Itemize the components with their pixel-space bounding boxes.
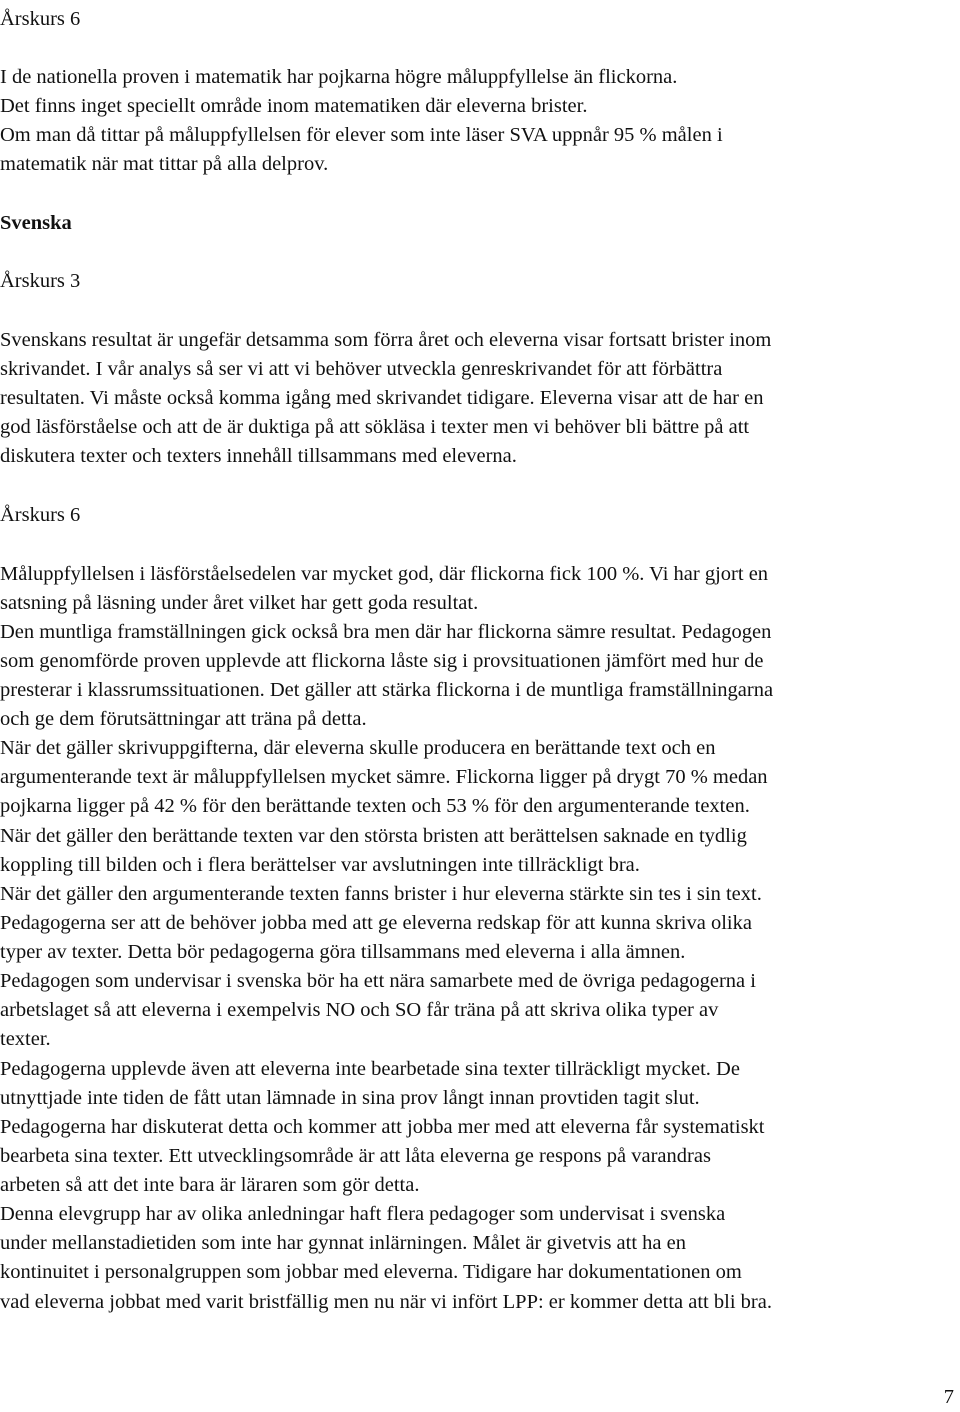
page-number: 7 xyxy=(943,1386,954,1408)
text-line: Denna elevgrupp har av olika anledningar haft flera pedagoger som undervisat i svenska xyxy=(0,1203,726,1225)
text-line: Det finns inget speciellt område inom matematiken där eleverna brister. xyxy=(0,95,588,117)
text-line: Pedagogerna ser att de behöver jobba med att ge eleverna redskap för att kunna skriva olika xyxy=(0,912,752,934)
text-line: kontinuitet i personalgruppen som jobbar med eleverna. Tidigare har dokumentationen om xyxy=(0,1261,742,1283)
text-line: texter. xyxy=(0,1028,51,1050)
text-line: pojkarna ligger på 42 % för den berättande texten och 53 % för den argumenterande texten. xyxy=(0,795,750,817)
text-line: Pedagogen som undervisar i svenska bör ha ett nära samarbete med de övriga pedagogerna i xyxy=(0,970,756,992)
text-line: bearbeta sina texter. Ett utvecklingsområde är att låta eleverna ge respons på varandras xyxy=(0,1145,711,1167)
text-line: god läsförståelse och att de är duktiga på att sökläsa i texter men vi behöver bli bättre på att xyxy=(0,416,750,438)
text-line: koppling till bilden och i flera berättelser var avslutningen inte tillräckligt bra. xyxy=(0,854,640,876)
text-line: typer av texter. Detta bör pedagogerna göra tillsammans med eleverna i alla ämnen. xyxy=(0,941,686,963)
heading-arskurs-3: Årskurs 3 xyxy=(0,270,81,292)
text-line: Pedagogerna upplevde även att eleverna inte bearbetade sina texter tillräckligt mycket. De xyxy=(0,1058,740,1080)
text-line: resultaten. Vi måste också komma igång med skrivandet tidigare. Eleverna visar att de har en xyxy=(0,387,764,409)
text-line: diskutera texter och texters innehåll tillsammans med eleverna. xyxy=(0,445,517,467)
text-line: skrivandet. I vår analys så ser vi att vi behöver utveckla genreskrivandet för att förbättra xyxy=(0,358,723,380)
text-line: och ge dem förutsättningar att träna på detta. xyxy=(0,708,367,730)
text-line: När det gäller skrivuppgifterna, där eleverna skulle producera en berättande text och en xyxy=(0,737,716,759)
text-line: utnyttjade inte tiden de fått utan lämnade in sina prov långt innan provtiden tagit slut. xyxy=(0,1087,700,1109)
text-line: När det gäller den berättande texten var den största bristen att berättelsen saknade en tydlig xyxy=(0,825,747,847)
text-line: I de nationella proven i matematik har pojkarna högre måluppfyllelse än flickorna. xyxy=(0,66,678,88)
text-line: arbeten så att det inte bara är läraren som gör detta. xyxy=(0,1174,420,1196)
text-line: Måluppfyllelsen i läsförståelsedelen var mycket god, där flickorna fick 100 %. Vi har gjort en xyxy=(0,563,769,585)
text-line: När det gäller den argumenterande texten fanns brister i hur eleverna stärkte sin tes i sin text. xyxy=(0,883,762,905)
text-line: Pedagogerna har diskuterat detta och kommer att jobba mer med att eleverna får systematiskt xyxy=(0,1116,765,1138)
text-line: matematik när mat tittar på alla delprov. xyxy=(0,153,329,175)
text-line: Om man då tittar på måluppfyllelsen för elever som inte läser SVA uppnår 95 % målen i xyxy=(0,124,723,146)
text-line: arbetslaget så att eleverna i exempelvis NO och SO får träna på att skriva olika typer av xyxy=(0,999,719,1021)
text-line: Den muntliga framställningen gick också bra men där har flickorna sämre resultat. Pedagogen xyxy=(0,621,772,643)
heading-arskurs-6-svenska: Årskurs 6 xyxy=(0,504,81,526)
text-line: satsning på läsning under året vilket har gett goda resultat. xyxy=(0,592,479,614)
text-line: vad eleverna jobbat med varit bristfällig men nu när vi infört LPP: er kommer detta att bli bra. xyxy=(0,1291,772,1313)
text-line: argumenterande text är måluppfyllelsen mycket sämre. Flickorna ligger på drygt 70 % medan xyxy=(0,766,768,788)
text-line: Svenskans resultat är ungefär detsamma som förra året och eleverna visar fortsatt brister inom xyxy=(0,329,772,351)
text-line: som genomförde proven upplevde att flickorna låste sig i provsituationen jämfört med hur de xyxy=(0,650,764,672)
text-line: under mellanstadietiden som inte har gynnat inlärningen. Målet är givetvis att ha en xyxy=(0,1232,686,1254)
section-heading-svenska: Svenska xyxy=(0,212,72,234)
text-line: presterar i klassrumssituationen. Det gäller att stärka flickorna i de muntliga framställningarna xyxy=(0,679,774,701)
heading-arskurs-6-math: Årskurs 6 xyxy=(0,8,81,30)
